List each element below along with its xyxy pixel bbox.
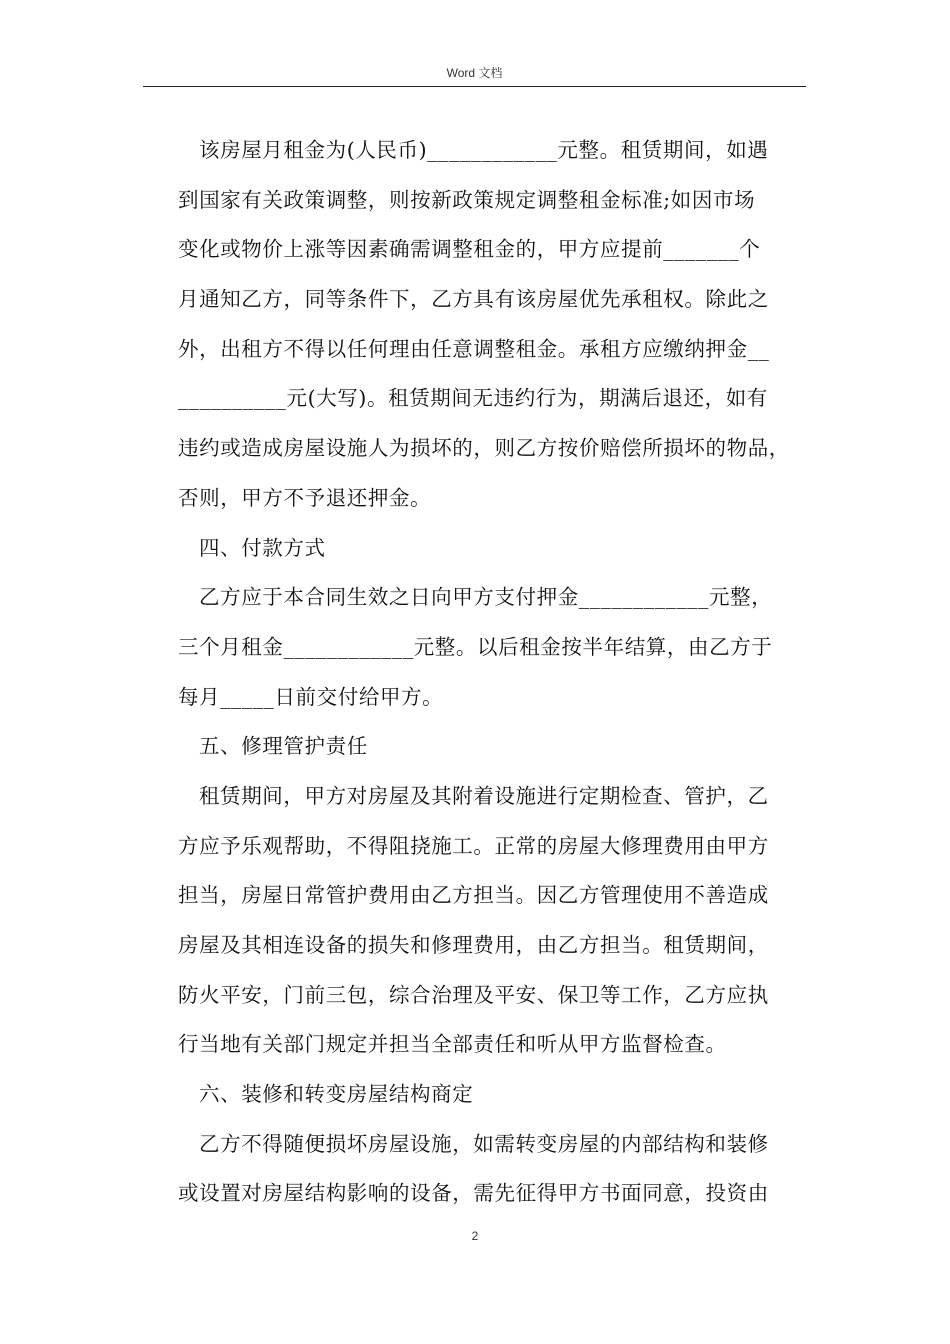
text-line: 五、修理管护责任 bbox=[199, 734, 368, 759]
text-line: 行当地有关部门规定并担当全部责任和听从甲方监督检查。 bbox=[178, 1032, 727, 1057]
text-line: 房屋及其相连设备的损失和修理费用，由乙方担当。租赁期间， bbox=[178, 933, 769, 957]
text-line: 外，出租方不得以任何理由任意调整租金。承租方应缴纳押金__ bbox=[178, 336, 770, 361]
document-body bbox=[178, 127, 818, 1220]
text-line: 或设置对房屋结构影响的设备，需先征得甲方书面同意，投资由 bbox=[178, 1181, 769, 1206]
text-line: 担当，房屋日常管护费用由乙方担当。因乙方管理使用不善造成 bbox=[178, 883, 769, 908]
text-line: 六、装修和转变房屋结构商定 bbox=[199, 1082, 474, 1107]
text-line: 三个月租金____________元整。以后租金按半年结算，由乙方于 bbox=[178, 634, 773, 659]
text-line: 否则，甲方不予退还押金。 bbox=[178, 485, 432, 510]
text-line: __________元(大写)。租赁期间无违约行为，期满后退还，如有 bbox=[178, 386, 768, 411]
text-line: 乙方应于本合同生效之日向甲方支付押金____________元整， bbox=[199, 585, 773, 610]
text-line: 乙方不得随便损坏房屋设施，如需转变房屋的内部结构和装修 bbox=[199, 1131, 769, 1156]
text-line: 租赁期间，甲方对房屋及其附着设施进行定期检查、管护，乙 bbox=[199, 783, 769, 808]
text-line: 四、付款方式 bbox=[199, 535, 326, 560]
text-line: 违约或造成房屋设施人为损坏的，则乙方按价赔偿所损坏的物品， bbox=[178, 436, 790, 461]
page-header: Word 文档 bbox=[446, 66, 503, 80]
text-line: 到国家有关政策调整，则按新政策规定调整租金标准;如因市场 bbox=[178, 187, 756, 212]
text-line: 每月_____日前交付给甲方。 bbox=[178, 684, 444, 709]
text-line: 方应予乐观帮助，不得阻挠施工。正常的房屋大修理费用由甲方 bbox=[178, 833, 769, 858]
text-line: 防火平安，门前三包，综合治理及平安、保卫等工作，乙方应执 bbox=[178, 982, 769, 1007]
text-line: 月通知乙方，同等条件下，乙方具有该房屋优先承租权。除此之 bbox=[178, 287, 769, 312]
page-number: 2 bbox=[471, 1229, 479, 1243]
text-line: 变化或物价上涨等因素确需调整租金的，甲方应提前_______个 bbox=[178, 237, 761, 262]
header-rule bbox=[143, 86, 806, 87]
text-line: 该房屋月租金为(人民币)____________元整。租赁期间，如遇 bbox=[199, 138, 769, 162]
